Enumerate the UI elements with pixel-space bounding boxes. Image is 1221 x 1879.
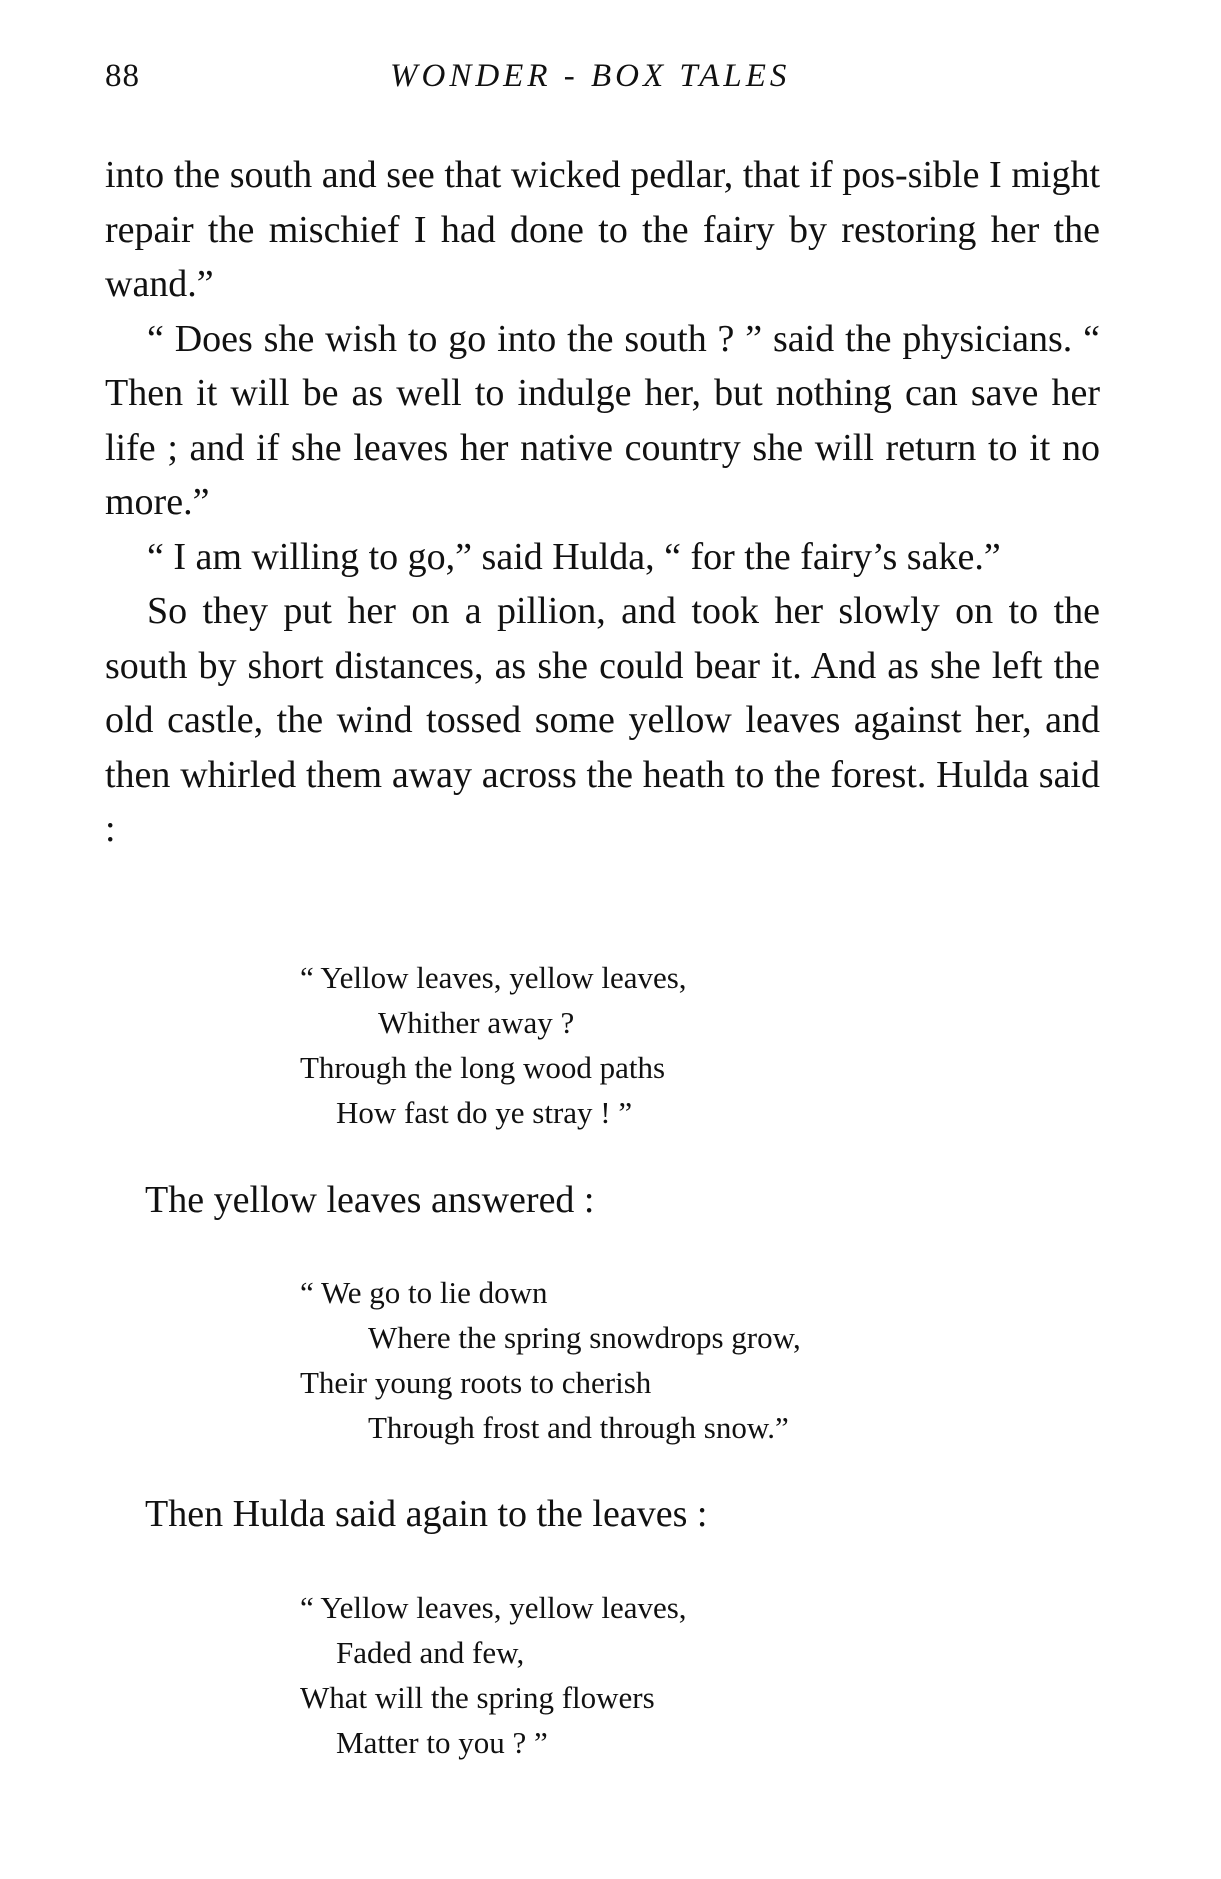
prose-block (105, 148, 1100, 857)
page-number: 88 (105, 58, 140, 94)
lead-hulda-again: Then Hulda said again to the leaves : (145, 1493, 708, 1535)
paragraph-physicians: “ Does she wish to go into the south ? ” said the physicians. “ Then it will be as well to indulge her, but nothing can save her life ; and if she leaves her native country she will return to it no more.” (105, 317, 1100, 523)
paragraph-hulda-willing: “ I am willing to go,” said Hulda, “ for the fairy’s sake.” (147, 535, 1001, 578)
verse-line: “ We go to lie down (300, 1275, 548, 1310)
paragraph-pillion: So they put her on a pillion, and took her slowly on to the south by short distances, as she could bear it. And as she left the old castle, the wind tossed some yellow leaves against her, and then whirled them away across the heath to the forest. Hulda said : (105, 590, 1100, 850)
verse-lie-down (300, 1270, 801, 1450)
verse-line: Through frost and through snow.” (368, 1410, 789, 1445)
paragraph-continuation: into the south and see that wicked pedlar, that if pos-sible I might repair the mischief I had done to the fairy by restoring her the wand.” (105, 154, 1100, 305)
verse-line: How fast do ye stray ! ” (336, 1095, 633, 1130)
verse-line: What will the spring flowers (300, 1680, 655, 1715)
running-title: WONDER - BOX TALES (390, 58, 791, 94)
verse-line: “ Yellow leaves, yellow leaves, (300, 1590, 687, 1625)
verse-line: Their young roots to cherish (300, 1365, 652, 1400)
verse-yellow-leaves (300, 955, 687, 1135)
verse-line: Where the spring snowdrops grow, (368, 1320, 801, 1355)
verse-line: “ Yellow leaves, yellow leaves, (300, 960, 687, 995)
lead-leaves-answered: The yellow leaves answered : (145, 1179, 595, 1221)
page-header (105, 58, 1105, 118)
verse-line: Matter to you ? ” (336, 1725, 548, 1760)
verse-line: Whither away ? (378, 1005, 575, 1040)
verse-faded-few (300, 1585, 687, 1765)
verse-line: Faded and few, (336, 1635, 525, 1670)
verse-line: Through the long wood paths (300, 1050, 666, 1085)
